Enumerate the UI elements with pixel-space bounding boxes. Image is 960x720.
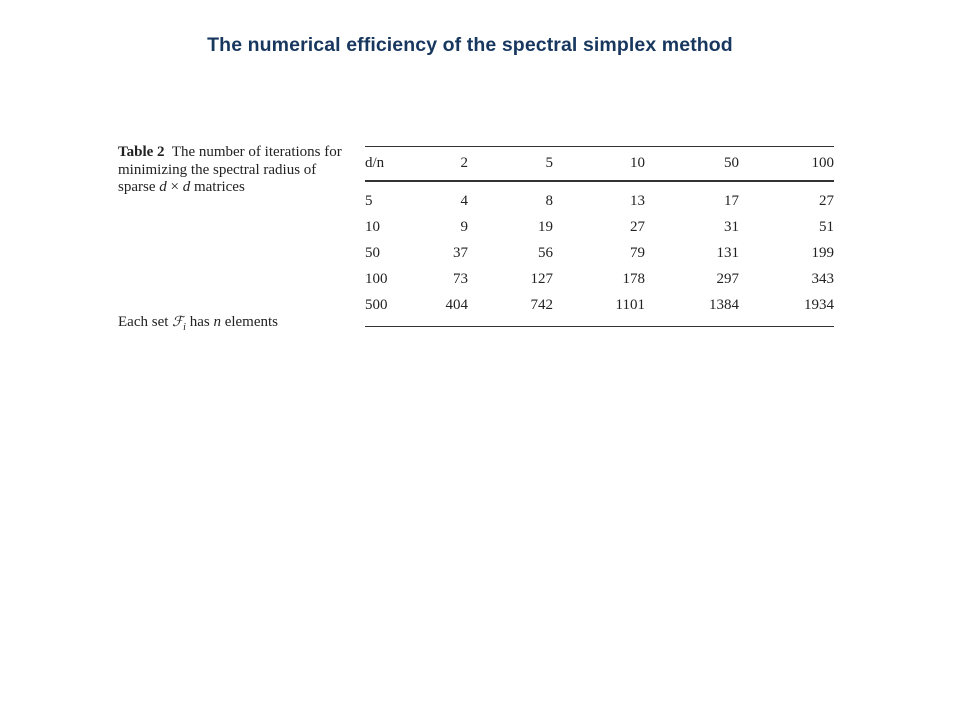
table-cell: 9 — [460, 218, 468, 235]
table-header-cell: 5 — [545, 155, 553, 171]
table-cell: 500 — [365, 296, 388, 313]
table-cell: 199 — [811, 244, 834, 261]
table-cell: 27 — [819, 192, 834, 209]
caption-var-d2: d — [182, 179, 191, 195]
note-set-index: i — [183, 322, 186, 333]
caption-text-end: matrices — [193, 179, 245, 195]
table-cell: 19 — [538, 218, 553, 235]
table-cell: 17 — [724, 192, 739, 209]
table-header-cell: d/n — [365, 155, 385, 171]
iterations-table — [365, 146, 834, 327]
slide-title: The numerical efficiency of the spectral simplex method — [207, 34, 733, 56]
table-cell: 742 — [530, 296, 553, 313]
caption-times: × — [170, 179, 179, 195]
table-cell: 5 — [365, 192, 373, 209]
table-row — [365, 266, 834, 292]
table-cell: 8 — [545, 192, 553, 209]
table-row — [365, 214, 834, 240]
caption-var-d1: d — [159, 179, 167, 195]
note-suffix: elements — [224, 314, 279, 330]
table-cell: 178 — [622, 270, 645, 287]
note-set-symbol: ℱ — [172, 314, 184, 330]
table-cell: 1101 — [615, 296, 645, 313]
table-cell: 56 — [538, 244, 553, 261]
table-cell: 100 — [365, 270, 388, 287]
table-row — [365, 240, 834, 266]
note-middle: has — [189, 314, 210, 330]
table-cell: 297 — [716, 270, 739, 287]
table-header-cell: 10 — [630, 155, 645, 171]
table-header-cell: 50 — [724, 155, 739, 171]
table-label: Table 2 — [118, 144, 165, 160]
table-note — [118, 314, 358, 333]
table-cell: 13 — [630, 192, 645, 209]
table-cell: 73 — [453, 270, 468, 287]
table-caption — [118, 144, 348, 197]
table-cell: 10 — [365, 218, 380, 235]
table-cell: 37 — [453, 244, 468, 261]
table-cell: 1384 — [709, 296, 739, 313]
table-row — [365, 292, 834, 327]
note-prefix: Each set — [118, 314, 169, 330]
table-header-cell: 2 — [460, 155, 468, 171]
table-cell: 27 — [630, 218, 645, 235]
table-cell: 50 — [365, 244, 380, 261]
table-row — [365, 181, 834, 214]
table-cell: 79 — [630, 244, 645, 261]
table-cell: 1934 — [804, 296, 834, 313]
table-cell: 31 — [724, 218, 739, 235]
table-cell: 343 — [811, 270, 834, 287]
table-header-cell: 100 — [811, 155, 834, 171]
caption-text: The number of iterations for minimizing the spectral radius of sparse — [118, 144, 342, 195]
table-cell: 131 — [716, 244, 739, 261]
table-cell: 127 — [530, 270, 553, 287]
table-cell: 4 — [460, 192, 468, 209]
table-header-row — [365, 147, 834, 182]
table-cell: 404 — [445, 296, 468, 313]
note-var-n: n — [213, 314, 221, 330]
table-cell: 51 — [819, 218, 834, 235]
